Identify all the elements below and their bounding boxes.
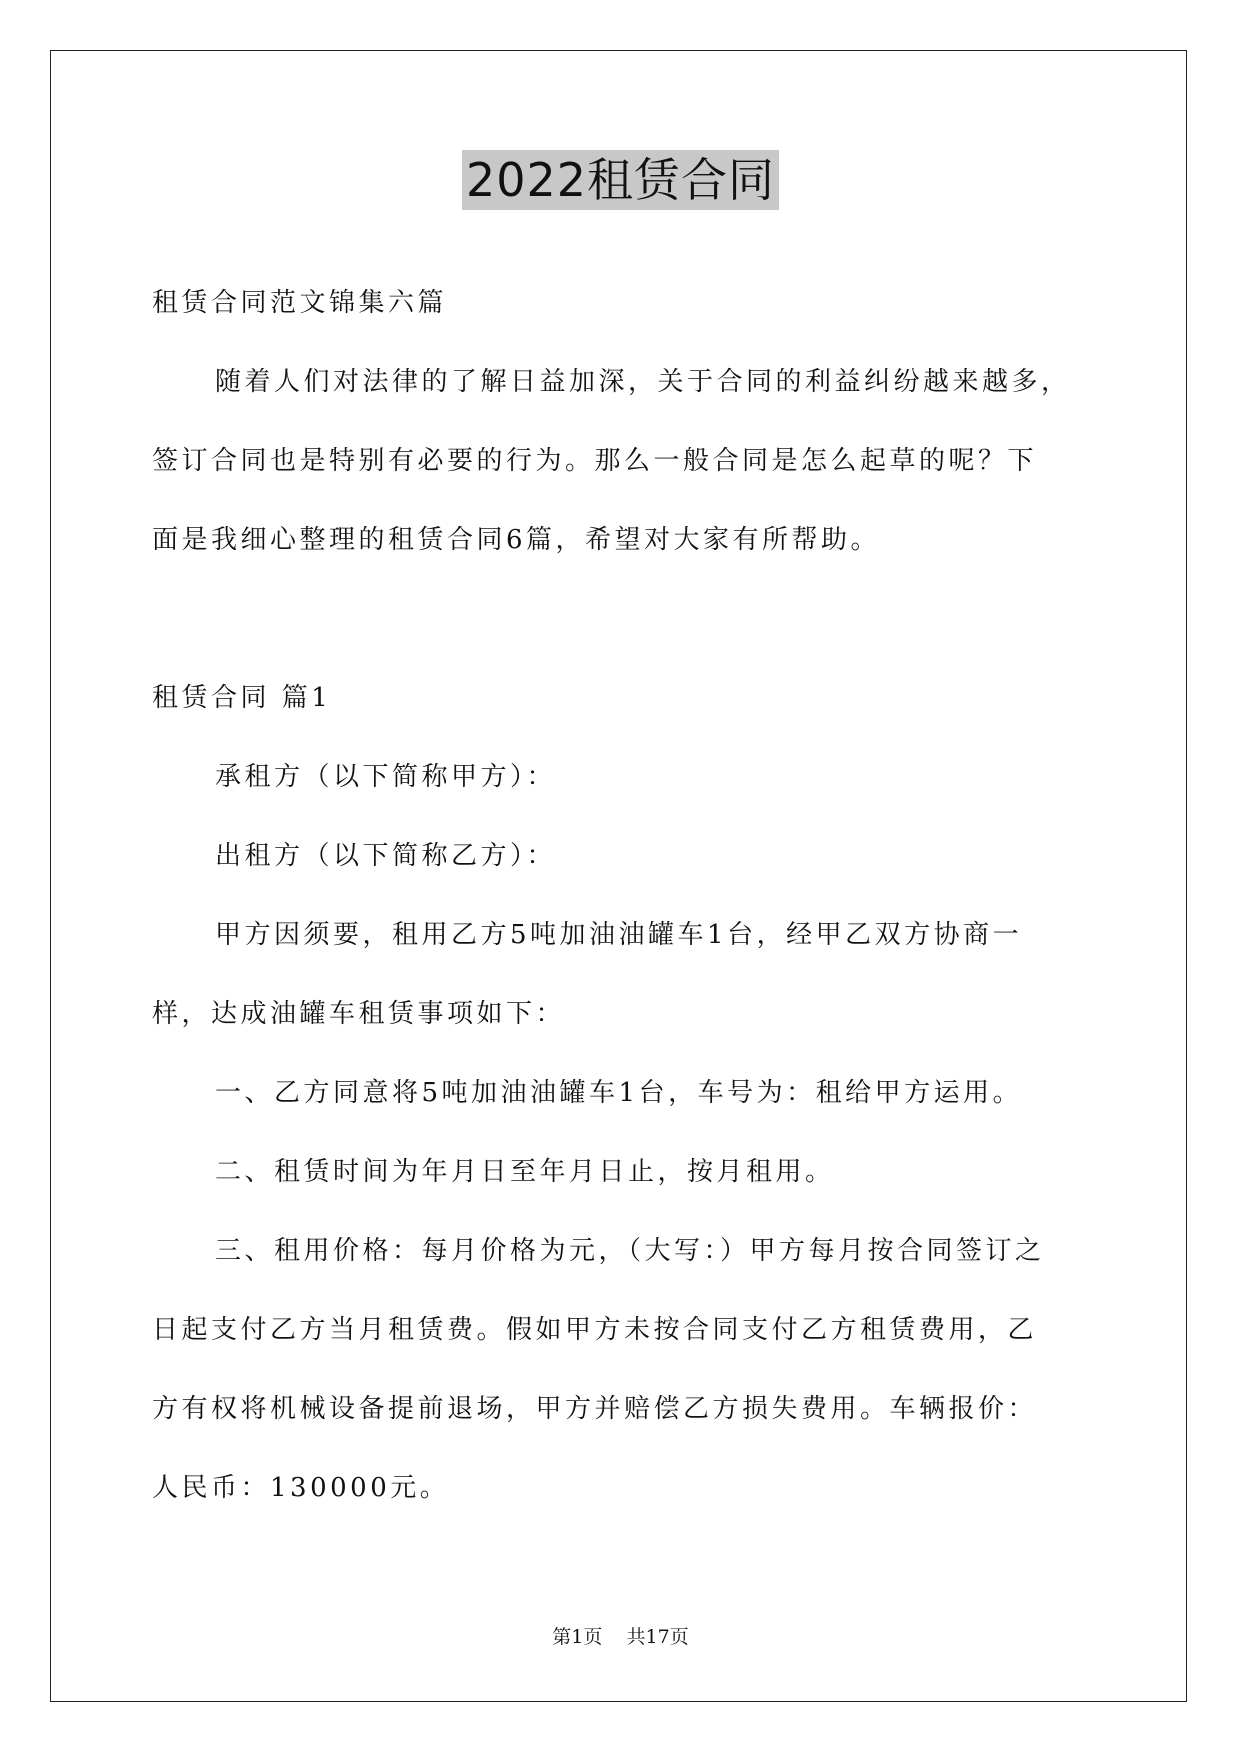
clause-paragraph-line[interactable]: 样，达成油罐车租赁事项如下： <box>152 999 566 1029</box>
page-footer <box>0 1623 1241 1651</box>
clause-three-line[interactable]: 人民币：130000元。 <box>152 1473 450 1503</box>
intro-paragraph-line[interactable]: 签订合同也是特别有必要的行为。那么一般合同是怎么起草的呢？下 <box>152 446 1038 476</box>
total-suffix: 页 <box>669 1626 689 1648</box>
total-prefix: 共 <box>626 1626 646 1648</box>
page-suffix: 页 <box>583 1626 603 1648</box>
title-wrap <box>0 150 1241 210</box>
total-page-number: 17 <box>645 1626 670 1648</box>
clause-three-line[interactable]: 日起支付乙方当月租赁费。假如甲方未按合同支付乙方租赁费用，乙 <box>152 1315 1038 1345</box>
blank-gap <box>152 580 1102 659</box>
clause-paragraph-line[interactable]: 甲方因须要，租用乙方5吨加油油罐车1台，经甲乙双方协商一 <box>215 920 1023 950</box>
intro-paragraph-line[interactable]: 随着人们对法律的了解日益加深，关于合同的利益纠纷越来越多， <box>215 367 1071 397</box>
page-prefix: 第 <box>552 1626 572 1648</box>
lessee-line[interactable]: 承租方（以下简称甲方）： <box>215 762 557 792</box>
document-title[interactable]: 2022租赁合同 <box>462 150 779 210</box>
subtitle-line[interactable]: 租赁合同范文锦集六篇 <box>152 288 448 318</box>
clause-one-line[interactable]: 一、乙方同意将5吨加油油罐车1台，车号为：租给甲方运用。 <box>215 1078 1023 1108</box>
clause-three-line[interactable]: 方有权将机械设备提前退场，甲方并赔偿乙方损失费用。车辆报价： <box>152 1394 1038 1424</box>
section-heading[interactable]: 租赁合同 篇1 <box>152 683 332 713</box>
clause-three-line[interactable]: 三、租用价格：每月价格为元，（大写：）甲方每月按合同签订之 <box>215 1236 1045 1266</box>
current-page-number: 1 <box>571 1626 584 1648</box>
intro-paragraph-line[interactable]: 面是我细心整理的租赁合同6篇，希望对大家有所帮助。 <box>152 525 881 555</box>
lessor-line[interactable]: 出租方（以下简称乙方）： <box>215 841 557 871</box>
document-body <box>152 264 1102 1528</box>
footer-spacer <box>602 1626 626 1648</box>
clause-two-line[interactable]: 二、租赁时间为年月日至年月日止，按月租用。 <box>215 1157 835 1187</box>
